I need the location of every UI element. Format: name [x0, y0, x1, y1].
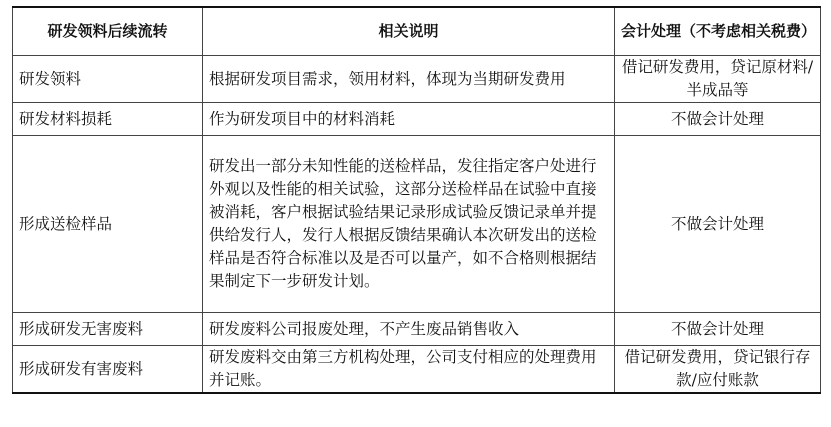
table-row [13, 103, 821, 136]
row-accounting: 不做会计处理 [615, 136, 821, 313]
table-row [13, 346, 821, 394]
accounting-table [12, 6, 821, 394]
row-description: 作为研发项目中的材料消耗 [203, 103, 615, 136]
row-item: 形成研发无害废料 [13, 313, 203, 346]
row-description: 研发废料交由第三方机构处理，公司支付相应的处理费用并记账。 [203, 346, 615, 394]
table-row [13, 313, 821, 346]
row-accounting: 不做会计处理 [615, 103, 821, 136]
header-item: 研发领料后续流转 [13, 7, 203, 56]
table-row [13, 56, 821, 103]
row-description: 研发废料公司报废处理，不产生废品销售收入 [203, 313, 615, 346]
row-accounting: 借记研发费用，贷记原材料/半成品等 [615, 56, 821, 103]
header-row [13, 7, 821, 56]
row-accounting: 借记研发费用，贷记银行存款/应付账款 [615, 346, 821, 394]
row-item: 研发材料损耗 [13, 103, 203, 136]
row-accounting: 不做会计处理 [615, 313, 821, 346]
row-item: 研发领料 [13, 56, 203, 103]
row-description: 研发出一部分未知性能的送检样品，发往指定客户处进行外观以及性能的相关试验，这部分送检样品在试验中直接被消耗，客户根据试验结果记录形成试验反馈记录单并提供给发行人，发行人根据反馈结果确认本次研发出的送检样品是否符合标准以及是否可以量产，如不合格则根据结果制定下一步研发计划。 [203, 136, 615, 313]
row-description: 根据研发项目需求，领用材料，体现为当期研发费用 [203, 56, 615, 103]
row-item: 形成送检样品 [13, 136, 203, 313]
header-accounting: 会计处理（不考虑相关税费） [615, 7, 821, 56]
row-item: 形成研发有害废料 [13, 346, 203, 394]
header-description: 相关说明 [203, 7, 615, 56]
table-row [13, 136, 821, 313]
